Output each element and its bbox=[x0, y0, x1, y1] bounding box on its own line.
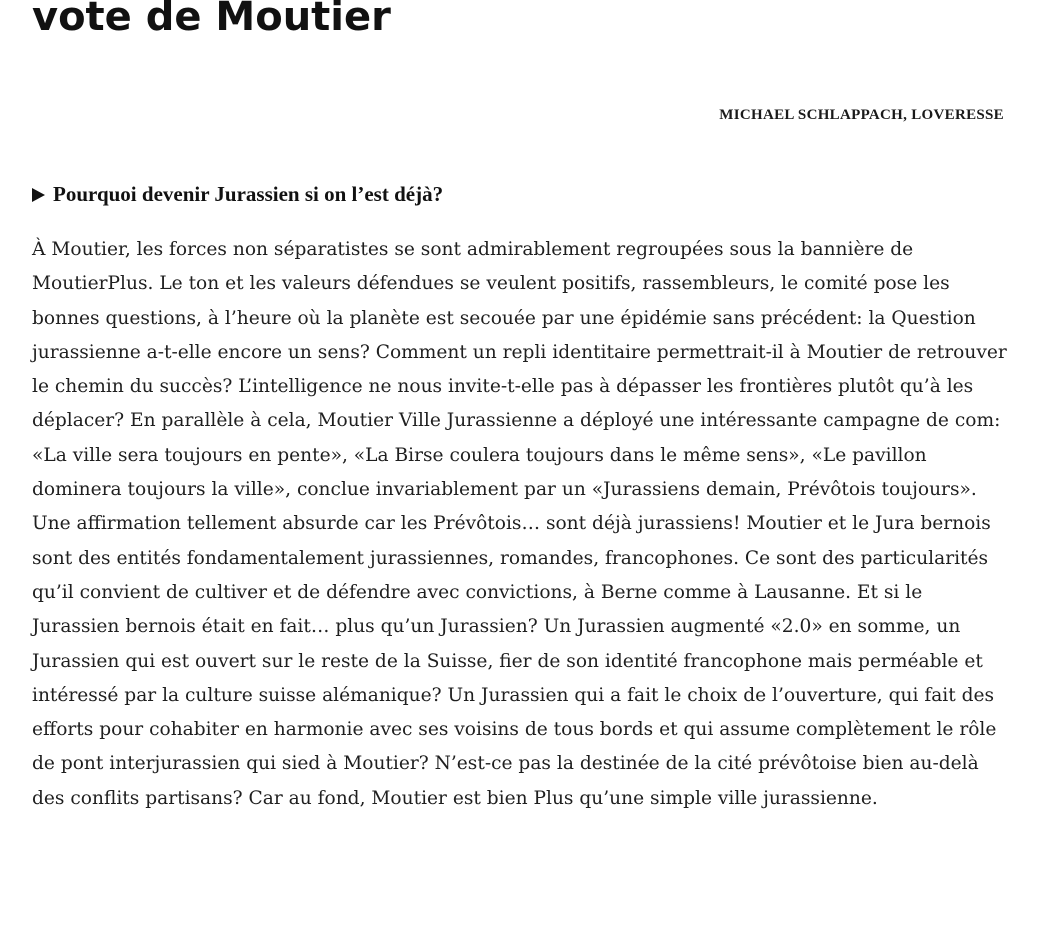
triangle-right-icon bbox=[32, 188, 45, 202]
article-body-paragraph: À Moutier, les forces non séparatistes se sont admirablement regroupées sous la bannière de MoutierPlus. Le ton et les valeurs défendues se veulent positifs, rassembleurs, le comité pose les bonnes questions, à l’heure où la planète est secouée par une épidémie sans précédent: la Question jurassienne a-t-elle encore un sens? Comment un repli identitaire permettrait-il à Moutier de retrouver le chemin du succès? L’intelligence ne nous invite-t-elle pas à dépasser les frontières plutôt qu’à les déplacer? En parallèle à cela, Moutier Ville Jurassienne a déployé une intéressante campagne de com: «La ville sera toujours en pente», «La Birse coulera toujours dans le même sens», «Le pavillon dominera toujours la ville», conclue invariablement par un «Jurassiens demain, Prévôtois toujours». Une affirmation tellement absurde car les Prévôtois… sont déjà jurassiens! Moutier et le Jura bernois sont des entités fondamentalement jurassiennes, romandes, francophones. Ce sont des particularités qu’il convient de cultiver et de défendre avec convictions, à Berne comme à Lausanne. Et si le Jurassien bernois était en fait… plus qu’un Jurassien? Un Jurassien augmenté «2.0» en somme, un Jurassien qui est ouvert sur le reste de la Suisse, fier de son identité francophone mais perméable et intéressé par la culture suisse alémanique? Un Jurassien qui a fait le choix de l’ouverture, qui fait des efforts pour cohabiter en harmonie avec ses voisins de tous bords et qui assume complètement le rôle de pont interjurassien qui sied à Moutier? N’est-ce pas la destinée de la cité prévôtoise bien au-delà des conflits partisans? Car au fond, Moutier est bien Plus qu’une simple ville jurassienne. bbox=[32, 239, 1007, 809]
section-subheading bbox=[32, 180, 443, 208]
subheading-text: Pourquoi devenir Jurassien si on l’est déjà? bbox=[53, 182, 444, 206]
article-title: vote de Moutier bbox=[32, 0, 391, 40]
author-byline: MICHAEL SCHLAPPACH, LOVERESSE bbox=[719, 107, 1004, 123]
